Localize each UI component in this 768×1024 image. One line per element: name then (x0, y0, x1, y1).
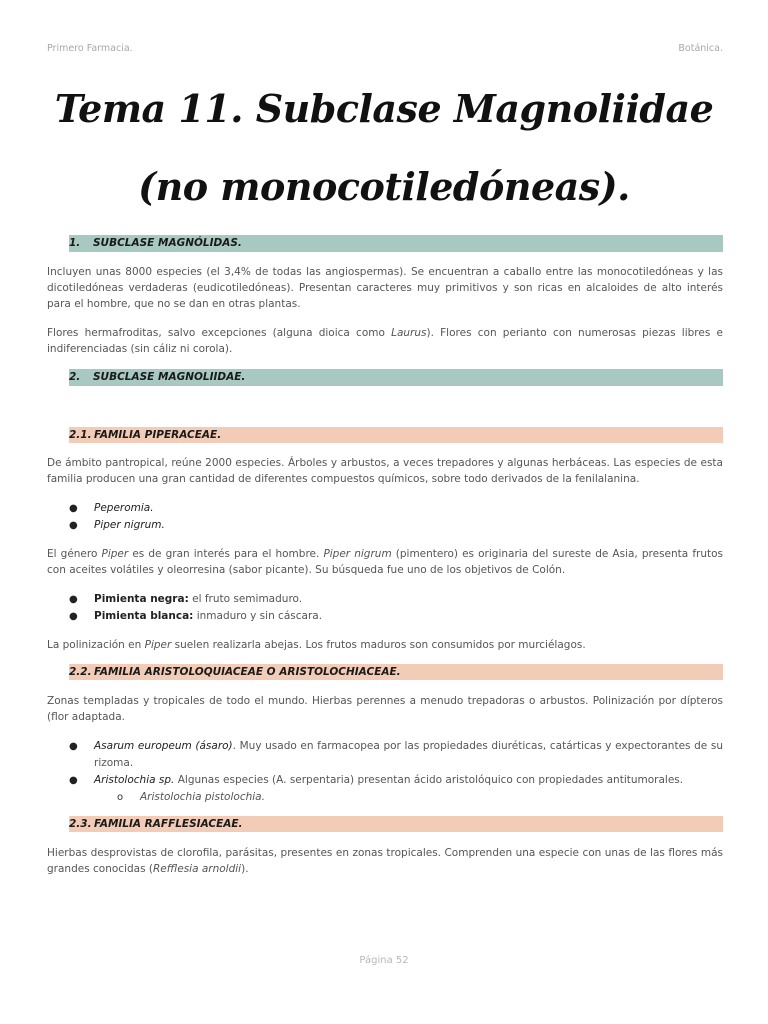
section-number: 2. (69, 371, 81, 383)
list-item: ● Pimienta negra: el fruto semimaduro. (69, 591, 723, 608)
circle-bullet-icon: o (117, 792, 124, 803)
bullet-icon: ● (69, 503, 78, 514)
list-item: ● Peperomia. (69, 500, 723, 517)
bullet-icon: ● (69, 741, 78, 752)
subsection-heading-2-3 (69, 816, 723, 832)
bullet-icon: ● (69, 594, 78, 605)
header-subject: Botánica. (678, 43, 723, 54)
list-item: ● Piper nigrum. (69, 517, 723, 534)
bullet-icon: ● (69, 520, 78, 531)
header-course: Primero Farmacia. (47, 43, 133, 54)
paragraph: Zonas templadas y tropicales de todo el mundo. Hierbas perennes a menudo trepadoras o arbustos. Polinización por dípteros (flor adaptada. (47, 695, 723, 723)
paragraph: La polinización en Piper suelen realizarla abejas. Los frutos maduros son consumidos por murciélagos. (47, 639, 586, 651)
paragraph: Incluyen unas 8000 especies (el 3,4% de todas las angiospermas). Se encuentran a caballo entre las monocotiledóneas y las dicotiledóneas verdaderas (eudicotiledóneas). Presentan caracteres muy primitivos y son ricas en alcaloides de alto interés para el hombre, que no se dan en otras plantas. (47, 266, 723, 310)
page-number: Página 52 (359, 955, 409, 966)
paragraph: De ámbito pantropical, reúne 2000 especies. Árboles y arbustos, a veces trepadores y algunas herbáceas. Las especies de esta familia producen una gran cantidad de diferentes compuestos químicos, sobre todo derivados de la fenilalanina. (47, 457, 723, 485)
paragraph: El género Piper es de gran interés para el hombre. Piper nigrum (pimentero) es originaria del sureste de Asia, presenta frutos con aceites volátiles y oleorresina (sabor picante). Su búsqueda fue uno de los objetivos de Colón. (47, 548, 723, 576)
bullet-list (69, 591, 723, 625)
subsection-number: 2.2. (69, 666, 92, 678)
subsection-number: 2.1. (69, 429, 92, 441)
bullet-icon: ● (69, 611, 78, 622)
page-header (47, 43, 723, 57)
subsection-number: 2.3. (69, 818, 92, 830)
subsection-title: FAMILIA RAFFLESIACEAE. (94, 818, 243, 830)
section-title: SUBCLASE MAGNOLIIDAE. (93, 371, 246, 383)
section-heading-2 (69, 369, 723, 386)
section-heading-1 (69, 235, 723, 252)
page-title-line2: (no monocotiledóneas). (138, 164, 630, 209)
subsection-title: FAMILIA PIPERACEAE. (94, 429, 222, 441)
bullet-list (69, 738, 723, 806)
paragraph: Flores hermafroditas, salvo excepciones (alguna dioica como Laurus). Flores con perianto con numerosas piezas libres e indiferenciadas (sin cáliz ni corola). (47, 327, 723, 355)
subsection-heading-2-1 (69, 427, 723, 443)
subsection-heading-2-2 (69, 664, 723, 680)
section-number: 1. (69, 237, 81, 249)
paragraph: Hierbas desprovistas de clorofila, parásitas, presentes en zonas tropicales. Comprenden una especie con unas de las flores más grandes conocidas (Refflesia arnoldii). (47, 847, 723, 875)
page-title-line1: Tema 11. Subclase Magnoliidae (54, 86, 714, 131)
bullet-icon: ● (69, 775, 78, 786)
list-item: ● Asarum europeum (ásaro). Muy usado en farmacopea por las propiedades diuréticas, catárticas y expectorantes de su rizoma. (69, 740, 723, 769)
section-title: SUBCLASE MAGNÓLIDAS. (93, 237, 242, 249)
sub-list-item: o Aristolochia pistolochia. (69, 789, 723, 806)
bullet-list (69, 500, 723, 534)
list-item: ● Aristolochia sp. Algunas especies (A. serpentaria) presentan ácido aristolóquico con propiedades antitumorales. (69, 772, 723, 789)
list-item: ● Pimienta blanca: inmaduro y sin cáscara. (69, 608, 723, 625)
subsection-title: FAMILIA ARISTOLOQUIACEAE O ARISTOLOCHIACEAE. (94, 666, 401, 678)
